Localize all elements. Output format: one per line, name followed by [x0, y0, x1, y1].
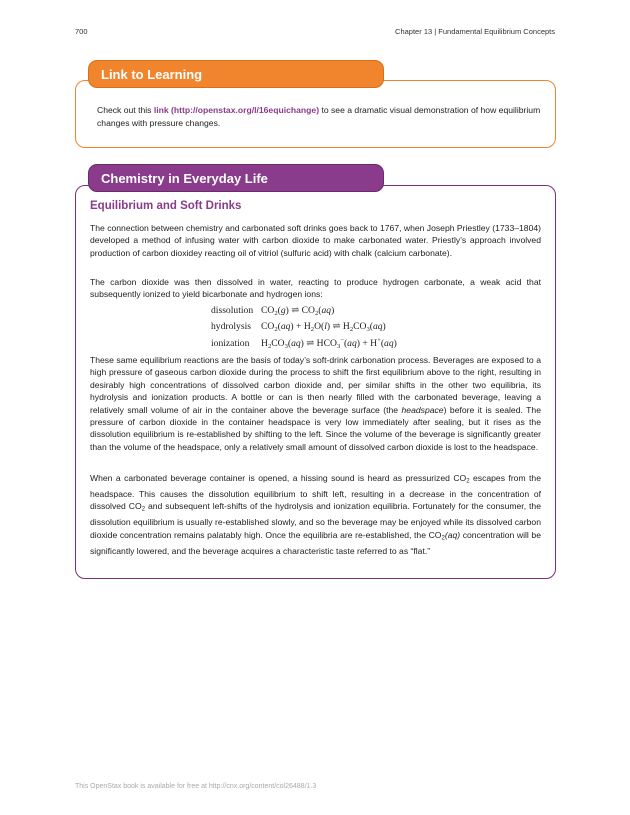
p3-part-a: These same equilibrium reactions are the basis of today’s soft-drink carbonation process. Beverages are exposed to a high pressure of gaseous carbon dioxide during the process to shift the first equilibrium above to the right, resulting in desirably high concentrations of dissolved carbon dioxide and, per similar shifts in the other two equilibria, its hydrolysis and ionization products. A bottle or can is then nearly filled with the carbonated beverage, leaving a relatively small volume of air in the container above the beverage surface (the	[90, 355, 541, 415]
paragraph-opening-container: When a carbonated beverage container is opened, a hissing sound is heard as pressurized $CO_2$ escapes from the headspace. This causes the dissolution equilibrium to shift left, resulting in a decrease in the concentration of dissolved $CO_2$ and subsequent left-shifts of the hydrolysis and ionization equilibria. Fortunately for the consumer, the dissolution equilibrium is usually re-established slowly, and so the beverage may be enjoyed while its dissolved carbon dioxide concentration remains palatably high. Once the equilibria are re-established, the $CO_2(aq)$ concentration will be significantly lowered, and the beverage acquires a characteristic taste referred to as “flat.”	[90, 473, 541, 556]
equation-hydrolysis: hydrolysis $CO_2(aq) + H_2O(l)$ ⇌ $H_2CO_3(aq)$	[211, 321, 386, 333]
p4-part-e: concentration will be significantly lowered, and the beverage acquires a characteristic taste referred to as “flat.”	[90, 529, 541, 556]
paragraph-priestley: The connection between chemistry and carbonated soft drinks goes back to 1767, when Joseph Priestley (1733–1804) developed a method of infusing water with carbon dioxide to make carbonated water. Priestly’s approach involved production of carbon dioxidey reacting oil of vitriol (sulfuric acid) with chalk (calcium carbonate).	[90, 223, 541, 258]
p4-part-b: escapes from the headspace. This causes the dissolution equilibrium to shift left, resulting in a decrease in the concentration of dissolved CO	[90, 473, 541, 512]
equilibrium-pressure-link[interactable]: link (http://openstax.org/l/16equichange)	[153, 105, 320, 115]
equation-ionization: ionization $H_2CO_3(aq)$ ⇌ $HCO_3^-(aq) + H^+(aq)$	[211, 337, 397, 350]
equation-dissolution: dissolution $CO_2(g)$ ⇌ $CO_2(aq)$	[211, 305, 335, 317]
ltl-text-after: to see a dramatic visual demonstration of how equilibrium changes with pressure changes.	[97, 105, 541, 128]
page-footer: This OpenStax book is available for free at http://cnx.org/content/col26488/1.3	[75, 783, 317, 790]
equation-label-dissolution: dissolution	[211, 305, 254, 316]
chemistry-everyday-life-title: Chemistry in Everyday Life	[101, 171, 268, 186]
link-to-learning-text	[97, 104, 542, 129]
link-to-learning-tab	[88, 60, 384, 88]
p4-aq-term: (aq)	[444, 529, 461, 540]
chemistry-everyday-life-tab	[88, 164, 384, 192]
ltl-text-before: Check out this	[97, 105, 154, 115]
equation-label-hydrolysis: hydrolysis	[211, 321, 251, 332]
section-subtitle: Equilibrium and Soft Drinks	[90, 200, 242, 212]
paragraph-carbonation-process	[90, 354, 541, 453]
page-number: 700	[75, 27, 88, 36]
paragraph-carbon-dioxide: The carbon dioxide was then dissolved in water, reacting to produce hydrogen carbonate, a weak acid that subsequently ionized to yield bicarbonate and hydrogen ions:	[90, 277, 541, 300]
p4-part-a: When a carbonated beverage container is opened, a hissing sound is heard as pressurized CO	[90, 473, 467, 483]
chapter-header: Chapter 13 | Fundamental Equilibrium Concepts	[395, 27, 555, 36]
p4-part-c: and subsequent left-shifts of the hydrolysis and ionization equilibria. Fortunately for the consumer, the dissolution equilibrium is usually re-established slowly, and so the beverage may be enjoyed while its dissolved carbon dioxide concentration remains palatably high. Once the equilibria are re-established, the CO	[90, 501, 541, 540]
p3-part-b: ) before it is sealed. The pressure of carbon dioxide in the container headspace is very low immediately after sealing, but it rises as the dissolution equilibrium is re-established by shifting to the left. Since the volume of the beverage is significantly greater than the volume of the headspace, only a relatively small amount of dissolved carbon dioxide is lost to the headspace.	[90, 404, 541, 452]
p3-headspace-term: headspace	[401, 404, 444, 415]
equation-label-ionization: ionization	[211, 338, 250, 349]
link-to-learning-title: Link to Learning	[101, 67, 203, 82]
